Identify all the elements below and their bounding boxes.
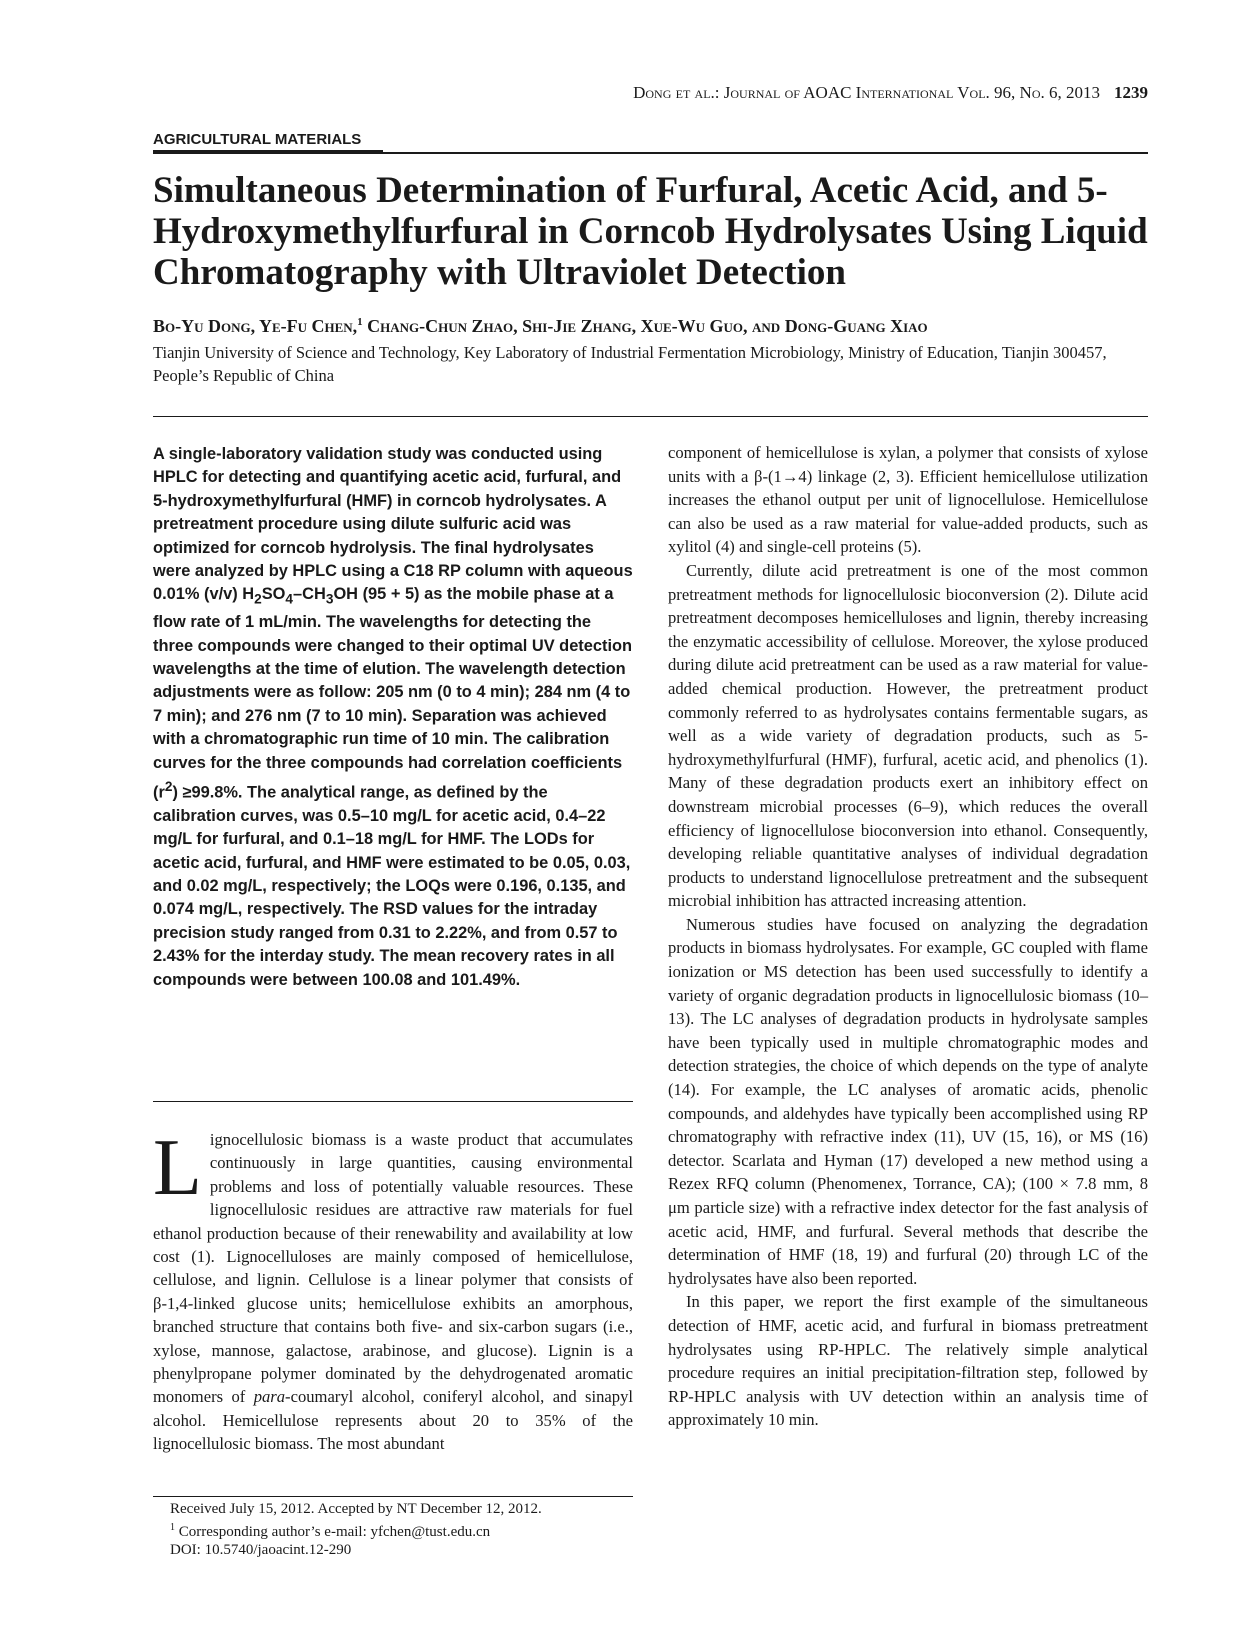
- right-paragraph-4: In this paper, we report the first example of the simultaneous detection of HMF, acetic acid, and furfural in biomass pretreatment hydrolysates using RP-HPLC. The relatively simple analytical procedure requires an initial precipitation-filtration step, followed by RP-HPLC analysis with UV detection within an analysis time of approximately 10 min.: [668, 1292, 1148, 1430]
- running-header: [153, 83, 1148, 103]
- right-paragraph-3: Numerous studies have focused on analyzing the degradation products in biomass hydrolysates. For example, GC coupled with flame ionization or MS detection has been used successfully to identify a variety of organic degradation products in lignocellulosic biomass (10–13). The LC analyses of degradation products in hydrolysate samples have been typically used in multiple chromatographic modes and detection strategies, the choice of which depends on the type of analyte (14). For example, the LC analyses of aromatic acids, phenolic compounds, and aldehydes have typically been accomplished using RP chromatography with refractive index (11), UV (15, 16), or MS (16) detector. Scarlata and Hyman (17) developed a new method using a Rezex RFQ column (Phenomenex, Torrance, CA); (100 × 7.8 mm, 8 μm particle size) with a refractive index detector for the fast analysis of acetic acid, HMF, and furfural. Several methods that describe the determination of HMF (18, 19) and furfural (20) through LC of the hydrolysates have also been reported.: [668, 914, 1148, 1288]
- section-label: AGRICULTURAL MATERIALS: [153, 131, 362, 148]
- introduction-left-column: [153, 1124, 633, 1456]
- footnotes: [170, 1500, 630, 1560]
- right-paragraph-1: component of hemicellulose is xylan, a polymer that consists of xylose units with a β-(1→4) linkage (2, 3). Efficient hemicellulose utilization increases the ethanol output per unit of lignocellulose. Hemicellulose can also be used as a raw material for value-added products, such as xylitol (4) and single-cell proteins (5).: [668, 443, 1148, 557]
- abstract: [153, 443, 633, 992]
- running-header-text: Dong et al.: Journal of AOAC International Vol. 96, No. 6, 2013: [633, 83, 1100, 102]
- right-column: [668, 441, 1148, 1432]
- abstract-sub-2: 4: [285, 591, 294, 607]
- article-title: Simultaneous Determination of Furfural, Acetic Acid, and 5-Hydroxymethylfurfural in Corncob Hydrolysates Using Liquid Chromatography with Ultraviolet Detection: [153, 170, 1148, 293]
- intro-text-2: -coumaryl alcohol, coniferyl alcohol, and sinapyl alcohol. Hemicellulose represents about 20 to 35% of the lignocellulosic biomass. The most abundant: [153, 1387, 633, 1454]
- abstract-text-4: OH (95 + 5) as the mobile phase at a flow rate of 1 mL/min. The wavelengths for detecting the three compounds were changed to their optimal UV detection wavelengths at the time of elution. The wavelength detection adjustments were as follow: 205 nm (0 to 4 min); 284 nm (4 to 7 min); and 276 nm (7 to 10 min). Separation was achieved with a chromatographic run time of 10 min. The calibration curves for the three compounds had correlation coefficients (r: [153, 585, 633, 802]
- footnote-rule: [153, 1496, 633, 1497]
- intro-text-1: ignocellulosic biomass is a waste product that accumulates continuously in large quantities, causing environmental problems and loss of potentially valuable resources. These lignocellulosic residues are attractive raw materials for fuel ethanol production because of their renewability and availability at low cost (1). Lignocelluloses are mainly composed of hemicellulose, cellulose, and lignin. Cellulose is a linear polymer that consists of β-1,4-linked glucose units; hemicellulose exhibits an amorphous, branched structure that contains both five- and six-carbon sugars (i.e., xylose, mannose, galactose, arabinose, and glucose). Lignin is a phenylpropane polymer dominated by the dehydrogenated aromatic monomers of: [153, 1130, 633, 1407]
- abstract-rule: [153, 1101, 633, 1102]
- authors-part-2: Chang-Chun Zhao, Shi-Jie Zhang, Xue-Wu Guo, and Dong-Guang Xiao: [362, 316, 928, 336]
- abstract-text-1: A single-laboratory validation study was conducted using HPLC for detecting and quantifying acetic acid, furfural, and 5-hydroxymethylfurfural (HMF) in corncob hydrolysates. A pretreatment procedure using dilute sulfuric acid was optimized for corncob hydrolysis. The final hydrolysates were analyzed by HPLC using a C18 RP column with aqueous 0.01% (v/v) H: [153, 445, 633, 604]
- author-footnote-marker: 1: [357, 316, 363, 328]
- abstract-sub-3: 3: [325, 591, 334, 607]
- intro-italic-para: para: [253, 1387, 286, 1407]
- author-list: [153, 316, 1148, 337]
- header-rule: [153, 416, 1148, 417]
- corresponding-note: [170, 1519, 630, 1542]
- corresponding-marker: 1: [170, 1521, 175, 1533]
- received-note: Received July 15, 2012. Accepted by NT December 12, 2012.: [170, 1501, 542, 1517]
- right-paragraph-2: Currently, dilute acid pretreatment is one of the most common pretreatment methods for lignocellulosic bioconversion (2). Dilute acid pretreatment decomposes hemicelluloses and lignin, thereby increasing the enzymatic accessibility of cellulose. Moreover, the xylose produced during dilute acid pretreatment can be used as a raw material for value-added chemical production. However, the pretreatment product commonly referred to as hydrolysates contains fermentable sugars, as well as a wide variety of degradation products, such as 5-hydroxymethylfurfural (HMF), furfural, acetic acid, and phenolics (1). Many of these degradation products exert an inhibitory effect on downstream microbial processes (6–9), which reduces the overall efficiency of lignocellulose bioconversion into ethanol. Consequently, developing reliable quantitative analyses of individual degradation products to understand lignocellulose pretreatment and the subsequent microbial inhibition has attracted increasing attention.: [668, 560, 1148, 911]
- drop-cap: L: [153, 1124, 202, 1212]
- corresponding-text: Corresponding author’s e-mail: yfchen@tust.edu.cn: [175, 1523, 491, 1540]
- section-rule: [153, 150, 383, 154]
- authors-part-1: Bo-Yu Dong, Ye-Fu Chen,: [153, 316, 358, 336]
- page-number: 1239: [1114, 83, 1148, 102]
- abstract-sub-1: 2: [254, 591, 262, 607]
- abstract-text-3: –CH: [293, 585, 326, 604]
- abstract-text-2: SO: [261, 585, 286, 604]
- abstract-text-5: ) ≥99.8%. The analytical range, as defined by the calibration curves, was 0.5–10 mg/L for acetic acid, 0.4–22 mg/L for furfural, and 0.1–18 mg/L for HMF. The LODs for acetic acid, furfural, and HMF were estimated to be 0.05, 0.03, and 0.02 mg/L, respectively; the LOQs were 0.196, 0.135, and 0.074 mg/L, respectively. The RSD values for the intraday precision study ranged from 0.31 to 2.22%, and from 0.57 to 2.43% for the interday study. The mean recovery rates in all compounds were between 100.08 and 101.49%.: [153, 783, 631, 989]
- affiliation: Tianjin University of Science and Technology, Key Laboratory of Industrial Fermentation Microbiology, Ministry of Education, Tianjin 300457, People’s Republic of China: [153, 343, 1107, 385]
- doi-note: DOI: 10.5740/jaoacint.12-290: [170, 1542, 352, 1558]
- abstract-sup-1: 2: [164, 778, 173, 794]
